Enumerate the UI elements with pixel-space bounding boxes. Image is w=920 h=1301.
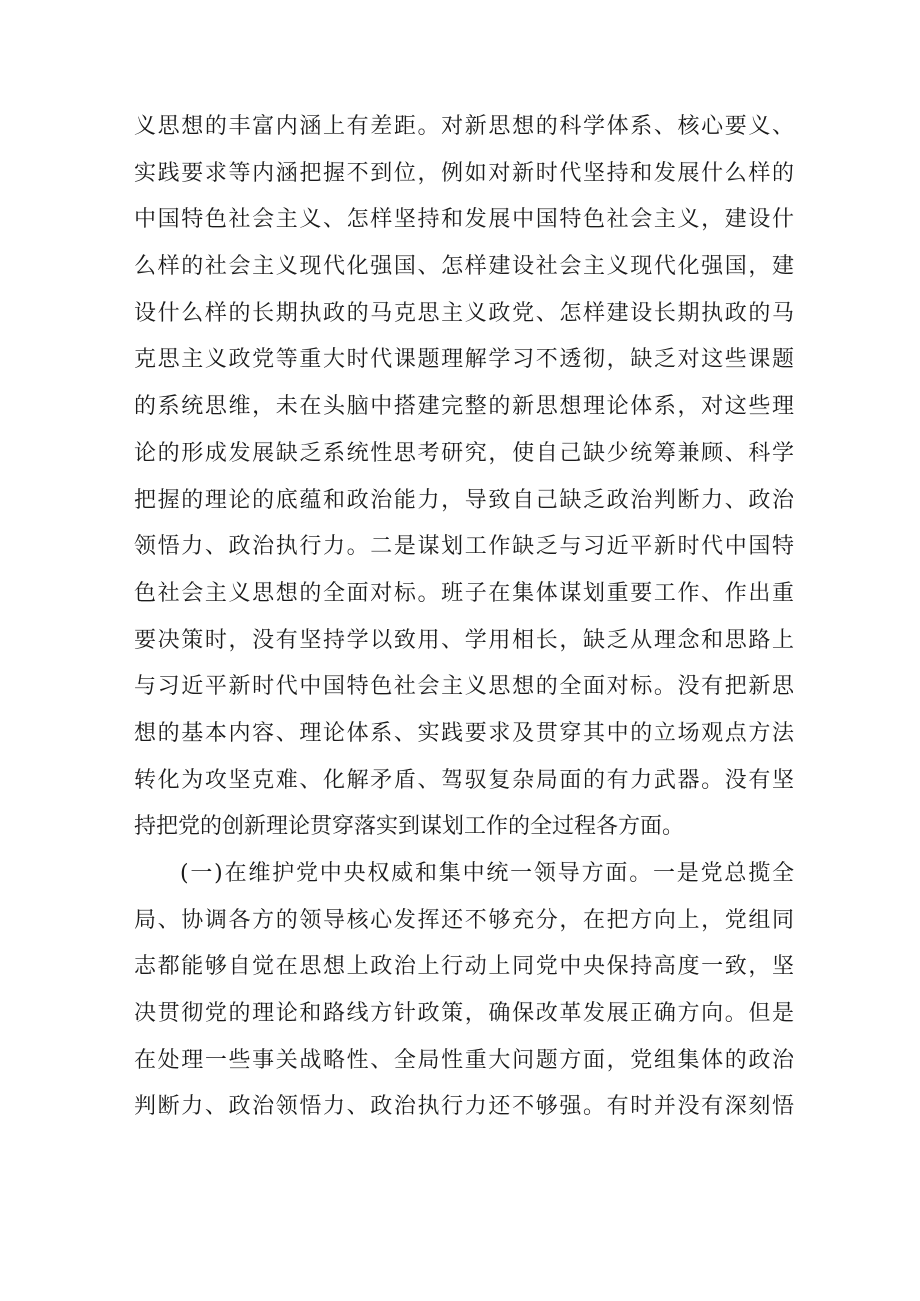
text-line: 把握的理论的底蕴和政治能力，导致自己缺乏政治判断力、政治 xyxy=(134,487,794,513)
text-line: 克思主义政党等重大时代课题理解学习不透彻，缺乏对这些课题 xyxy=(134,347,794,373)
text-line: 义思想的丰富内涵上有差距。对新思想的科学体系、核心要义、 xyxy=(134,114,794,139)
text-line: 转化为攻坚克难、化解矛盾、驾驭复杂局面的有力武器。没有坚 xyxy=(134,767,794,793)
text-line: 么样的社会主义现代化强国、怎样建设社会主义现代化强国，建 xyxy=(134,254,794,280)
text-line: 判断力、政治领悟力、政治执行力还不够强。有时并没有深刻悟 xyxy=(134,1094,794,1120)
text-line: 局、协调各方的领导核心发挥还不够充分，在把方向上，党组同 xyxy=(134,907,794,933)
text-line: 论的形成发展缺乏系统性思考研究，使自己缺少统筹兼顾、科学 xyxy=(134,440,794,466)
text-line: 设什么样的长期执政的马克思主义政党、怎样建设长期执政的马 xyxy=(134,300,794,326)
body-text xyxy=(134,104,794,1131)
text-line: 领悟力、政治执行力。二是谋划工作缺乏与习近平新时代中国特 xyxy=(134,534,794,560)
paragraph xyxy=(134,851,794,1131)
text-line: 要决策时，没有坚持学以致用、学用相长，缺乏从理念和思路上 xyxy=(134,627,794,653)
text-line: 与习近平新时代中国特色社会主义思想的全面对标。没有把新思 xyxy=(134,674,794,700)
section-heading-line: (一)在维护党中央权威和集中统一领导方面。一是党总揽全 xyxy=(180,861,794,886)
text-line: 想的基本内容、理论体系、实践要求及贯穿其中的立场观点方法 xyxy=(134,720,794,746)
text-line: 实践要求等内涵把握不到位，例如对新时代坚持和发展什么样的 xyxy=(134,160,794,186)
text-line: 志都能够自觉在思想上政治上行动上同党中央保持高度一致，坚 xyxy=(134,954,794,980)
text-line: 在处理一些事关战略性、全局性重大问题方面，党组集体的政治 xyxy=(134,1047,794,1073)
text-line: 中国特色社会主义、怎样坚持和发展中国特色社会主义，建设什 xyxy=(134,207,794,233)
text-line: 持把党的创新理论贯穿落实到谋划工作的全过程各方面。 xyxy=(134,814,685,840)
text-line: 色社会主义思想的全面对标。班子在集体谋划重要工作、作出重 xyxy=(134,580,794,606)
paragraph xyxy=(134,104,794,851)
text-line: 的系统思维，未在头脑中搭建完整的新思想理论体系，对这些理 xyxy=(134,394,794,420)
text-line: 决贯彻党的理论和路线方针政策，确保改革发展正确方向。但是 xyxy=(134,1001,794,1027)
